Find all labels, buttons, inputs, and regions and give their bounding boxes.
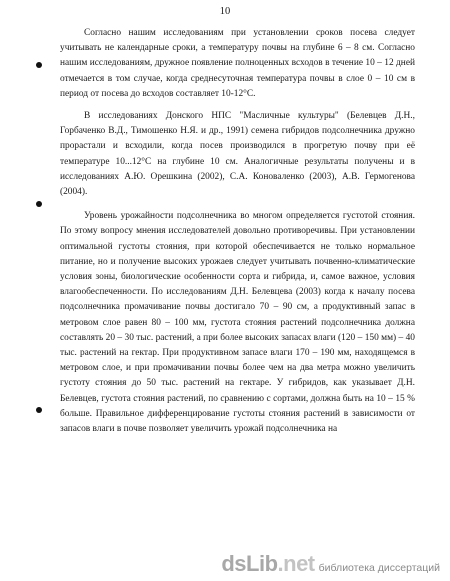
- page-number: 10: [219, 6, 231, 17]
- margin-bullet-icon: [36, 62, 42, 68]
- margin-bullet-icon: [36, 407, 42, 413]
- paragraph-don-station-research: В исследованиях Донского НПС "Масличные культуры" (Белевцев Д.Н., Горбаченко В.Д., Тимошенко Н.Я. и др., 1991) семена гибридов подсолнечника дружно прорастали и всходили, когда посев производился в прогретую почву при её температуре 10...12°С на глубине 10 см. Аналогичные результаты получены и в исследованиях А.Ю. Орешкина (2002), С.А. Коноваленко (2003), А.В. Гермогенова (2004).: [60, 111, 415, 198]
- watermark: [221, 551, 440, 577]
- paragraph-sowing-dates: Согласно нашим исследованиям при установлении сроков посева следует учитывать не календарные сроки, а температуру почвы на глубине 6 – 8 см. Согласно нашим исследованиям, дружное появление полноценных всходов в течение 10 – 12 дней отмечается в том случае, когда среднесуточная температура почвы в слое 0 – 10 см в период от посева до всходов составляет 10-12°С.: [60, 28, 415, 99]
- document-body: [60, 26, 415, 437]
- margin-bullet-icon: [36, 201, 42, 207]
- dslib-logo: dsLib.net: [221, 551, 315, 576]
- watermark-caption: библиотека диссертаций: [318, 562, 440, 574]
- paragraph-plant-density: Уровень урожайности подсолнечника во многом определяется густотой стояния. По этому вопросу мнения исследователей довольно противоречивы. При установлении оптимальной густоты стояния, при которой обеспечивается не только нормальное питание, но и получение высоких урожаев следует учитывать почвенно-климатические условия зоны, биологические особенности сорта и гибрида, и, самое важное, условия влагообеспеченности. По исследованиям Д.Н. Белевцева (2003) когда к началу посева подсолнечника промачивание почвы достигало 70 – 90 см, а продуктивный запас в метровом слое равен 80 – 100 мм, густота стояния растений подсолнечника должна составлять 20 – 30 тыс. растений, а при более высоких запасах влаги (120 – 150 мм) – 40 тыс. растений на гектар. При продуктивном запасе влаги 170 – 190 мм, находящемся в метровом слое, и при промачивании почвы более чем на два метра можно увеличить густоту стояния до 50 тыс. растений на гектаре. У гибридов, как указывает Д.Н. Белевцев, густота стояния растений, по сравнению с сортами, должна быть на 10 – 15 % больше. Правильное дифференцирование густоты стояния растений в зависимости от запасов влаги в почве позволяет увеличить урожай подсолнечника на: [60, 211, 415, 435]
